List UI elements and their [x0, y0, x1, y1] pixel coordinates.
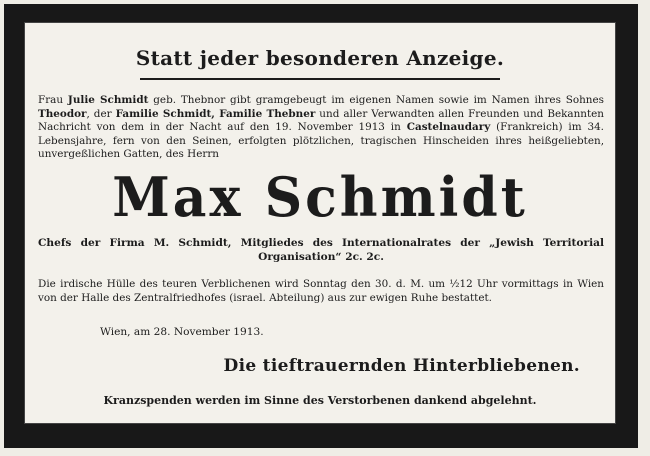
intro-text-2: geb. Thebnor gibt gramgebeugt im eigenen Namen sowie im Namen ihres Sohnes: [148, 94, 604, 106]
intro-text-5: (Frankreich) im 34. Lebensjahre, fern von den Seinen, erfolgten plötzlichen, tragischen Hinscheiden ihres heißgeliebten, unvergeßlichen Gatten, des Herrn: [38, 121, 604, 161]
son-name: Theodor: [38, 107, 87, 120]
notice-panel: [24, 22, 616, 424]
place-of-death: Castelnaudary: [406, 121, 491, 134]
family-names: Familie Schmidt, Familie Thebner: [115, 107, 316, 120]
intro-text-3: , der: [86, 107, 116, 120]
deceased-titles: Chefs der Firma M. Schmidt, Mitgliedes des Internationalrates der „Jewish Territorial Organisation“ 2c. 2c.: [38, 237, 604, 263]
intro-paragraph: [38, 94, 604, 162]
widow-name: Julie Schmidt: [67, 94, 149, 106]
dateline: Wien, am 28. November 1913.: [100, 326, 264, 338]
intro-text-1: Frau: [38, 94, 68, 106]
heading-underline: [140, 78, 500, 80]
flowers-note: Kranzspenden werden im Sinne des Verstorbenen dankend abgelehnt.: [103, 394, 537, 407]
intro-text-4: und aller Verwandten allen Freunden und Bekannten Nachricht von dem in der Nacht auf den 19. November 1913 in: [38, 107, 605, 134]
deceased-name: Max Schmidt: [112, 165, 528, 230]
notice-heading: Statt jeder besonderen Anzeige.: [135, 46, 505, 70]
mourners-signature: Die tieftrauernden Hinterbliebenen.: [223, 356, 580, 376]
burial-paragraph: Die irdische Hülle des teuren Verblichenen wird Sonntag den 30. d. M. um ½12 Uhr vormittags in Wien von der Halle des Zentralfriedhofes (israel. Abteilung) aus zur ewigen Ruhe bestattet.: [38, 278, 604, 304]
